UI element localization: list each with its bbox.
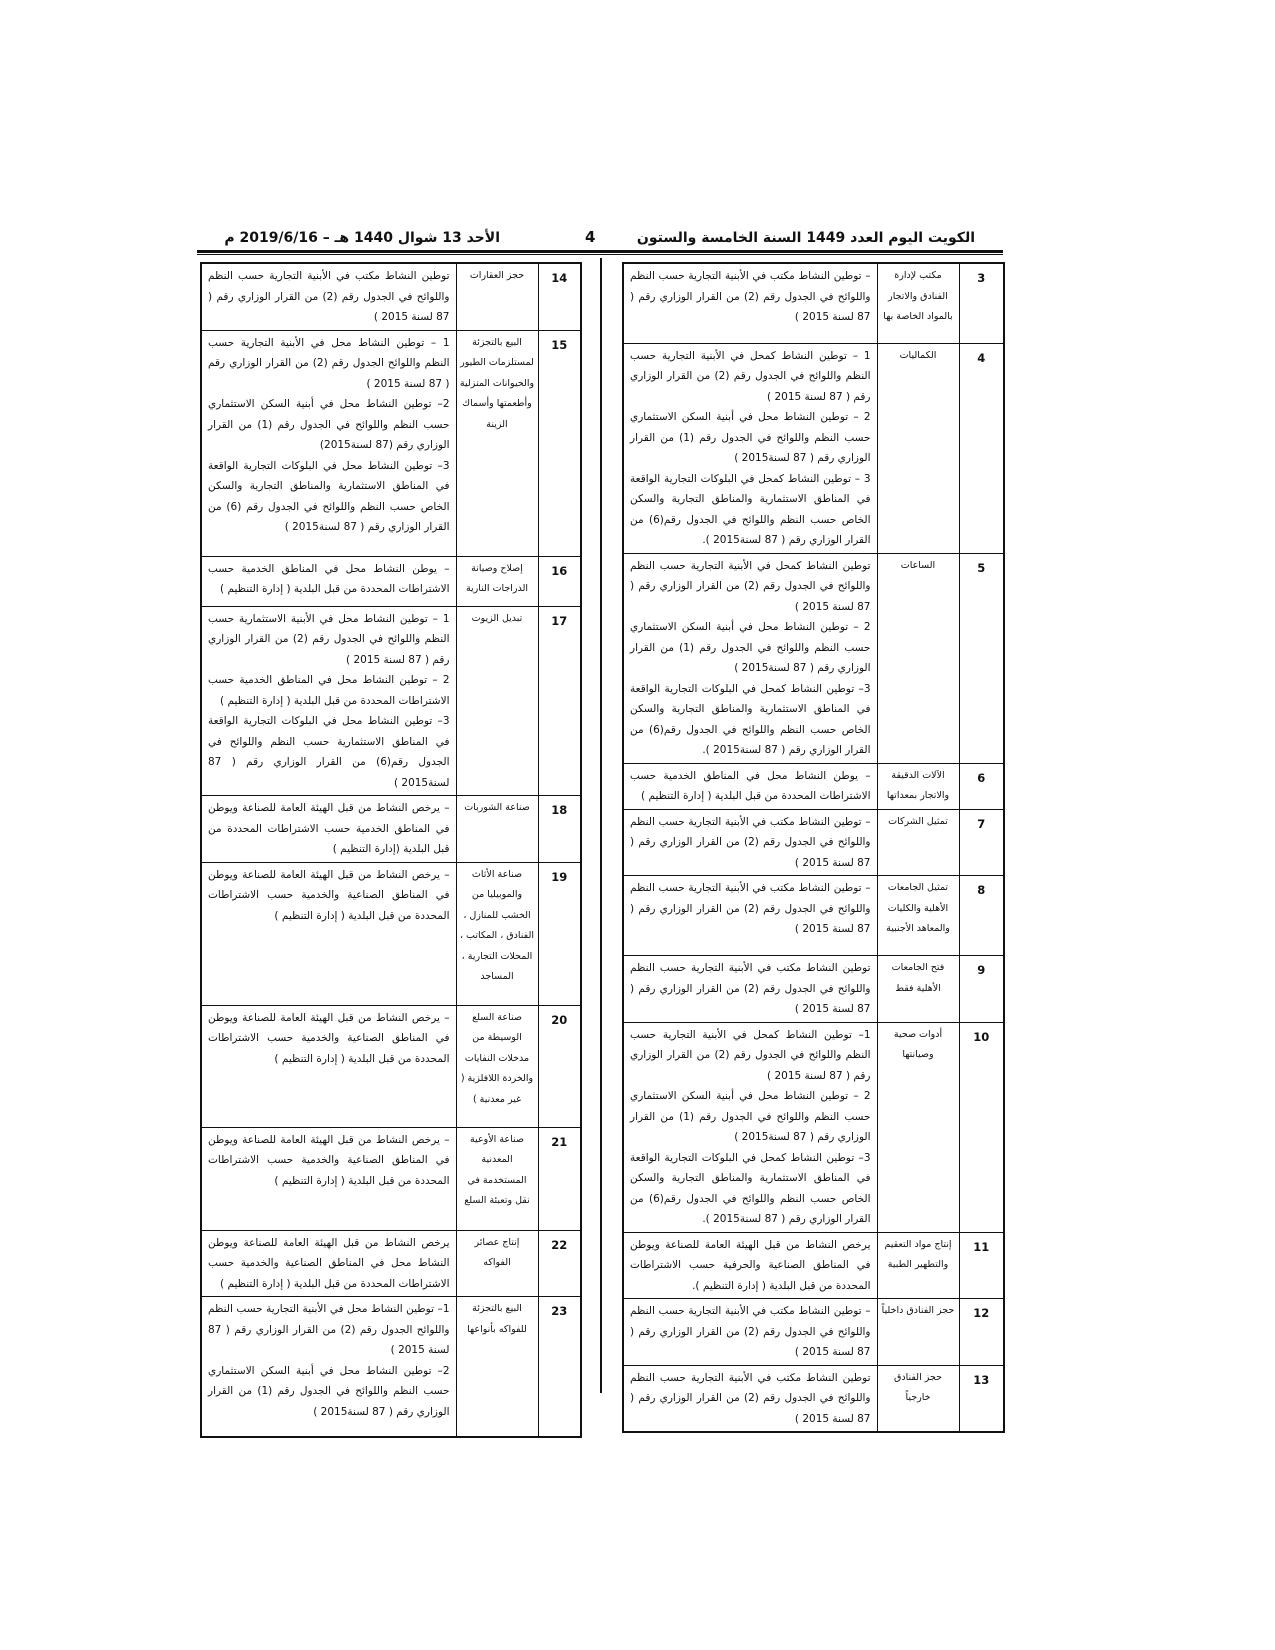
table-row <box>201 606 581 796</box>
activity-conditions <box>623 809 877 876</box>
table-row <box>623 876 1004 956</box>
table-row <box>623 1232 1004 1299</box>
activity-name: الآلات الدقيقة والاتجار بمعداتها <box>877 763 959 809</box>
condition-item: 2– توطين النشاط محل في أبنية السكن الاستثماري حسب النظم واللوائح في الجدول رقم (1) من القرار الوزاري رقم ( 87 لسنة2015 ) <box>208 1364 450 1418</box>
activity-name: تمثيل الجامعات الأهلية والكليات والمعاهد الأجنبية <box>877 876 959 956</box>
activity-name: تبديل الزيوت <box>456 606 538 796</box>
condition-item: – توطين النشاط مكتب في الأبنية التجارية حسب النظم واللوائح في الجدول رقم (2) من القرار الوزاري رقم ( 87 لسنة 2015 ) <box>630 1305 871 1358</box>
activity-name: البيع بالتجزئة للفواكه بأنواعها <box>456 1297 538 1437</box>
activity-conditions <box>623 1232 877 1299</box>
table-row <box>201 1230 581 1297</box>
row-number: 19 <box>538 862 581 1005</box>
publication-title: الكويت اليوم العدد 1449 السنة الخامسة والستون <box>636 230 975 246</box>
activity-name: فتح الجامعات الأهلية فقط <box>877 956 959 1023</box>
condition-item: – توطين النشاط مكتب في الأبنية التجارية حسب النظم واللوائح في الجدول رقم (2) من القرار الوزاري رقم ( 87 لسنة 2015 ) <box>630 815 871 869</box>
activity-name: صناعة الأوعية المعدنية المستخدمة في نقل وتعبئة السلع <box>456 1127 538 1230</box>
table-row <box>623 553 1004 763</box>
activity-name: الكماليات <box>877 343 959 553</box>
activity-conditions <box>623 553 877 763</box>
activity-conditions <box>623 876 877 956</box>
condition-item: توطين النشاط مكتب في الأبنية التجارية حسب النظم واللوائح في الجدول رقم (2) من القرار الوزاري رقم ( 87 لسنة 2015 ) <box>208 270 450 323</box>
row-number: 14 <box>538 263 581 330</box>
row-number: 8 <box>959 876 1004 956</box>
activity-conditions <box>201 1297 456 1437</box>
condition-item: 1 – توطين النشاط محل في الأبنية التجارية حسب النظم واللوائح الجدول رقم (2) من القرار الوزاري رقم ( 87 لسنة 2015 ) <box>208 336 450 390</box>
row-number: 23 <box>538 1297 581 1437</box>
activity-conditions <box>623 763 877 809</box>
activity-conditions <box>623 1022 877 1232</box>
activity-conditions <box>623 343 877 553</box>
condition-item: – توطين النشاط مكتب في الأبنية التجارية حسب النظم واللوائح في الجدول رقم (2) من القرار الوزاري رقم ( 87 لسنة 2015 ) <box>630 882 871 935</box>
condition-item: توطين النشاط مكتب في الأبنية التجارية حسب النظم واللوائح في الجدول رقم (2) من القرار الوزاري رقم ( 87 لسنة 2015 ) <box>630 962 871 1015</box>
activity-conditions <box>201 862 456 1005</box>
condition-item: 3 – توطين النشاط كمحل في البلوكات التجارية الواقعة في المناطق الاستثمارية والمناطق التجارية والسكن الخاص حسب النظم واللوائح في الجدول رقم(6) من القرار الوزاري رقم ( 87 لسنة2015 ). <box>630 472 871 546</box>
activity-name: مكتب لإدارة الفنادق والاتجار بالمواد الخاصة بها <box>877 263 959 343</box>
row-number: 16 <box>538 556 581 606</box>
condition-item: – توطين النشاط مكتب في الأبنية التجارية حسب النظم واللوائح في الجدول رقم (2) من القرار الوزاري رقم ( 87 لسنة 2015 ) <box>630 270 871 323</box>
row-number: 21 <box>538 1127 581 1230</box>
table-row <box>623 1022 1004 1232</box>
activity-conditions <box>623 956 877 1023</box>
activity-conditions <box>201 796 456 863</box>
page-number: 4 <box>585 228 596 246</box>
table-row <box>201 862 581 1005</box>
activity-name: حجز الفنادق خارجياً <box>877 1365 959 1432</box>
row-number: 11 <box>959 1232 1004 1299</box>
row-number: 6 <box>959 763 1004 809</box>
activity-name: صناعة الشوربات <box>456 796 538 863</box>
table-row <box>201 263 581 330</box>
row-number: 15 <box>538 330 581 556</box>
condition-item: 3– توطين النشاط محل في البلوكات التجارية الواقعة في المناطق الاستثمارية والمناطق التجارية والسكن الخاص حسب النظم واللوائح في الجدول رقم (6) من القرار الوزاري رقم ( 87 لسنة2015 ) <box>208 459 450 533</box>
row-number: 20 <box>538 1005 581 1127</box>
activities-table-left <box>200 262 582 1438</box>
activity-name: حجز العقارات <box>456 263 538 330</box>
activity-name: أدوات صحية وصيانتها <box>877 1022 959 1232</box>
condition-item: – يوطن النشاط محل في المناطق الخدمية حسب الاشتراطات المحددة من قبل البلدية ( إدارة التنظيم ) <box>630 769 871 802</box>
activity-conditions <box>201 1127 456 1230</box>
activity-conditions <box>201 330 456 556</box>
table-row <box>201 1005 581 1127</box>
row-number: 9 <box>959 956 1004 1023</box>
condition-item: 3– توطين النشاط كمحل في البلوكات التجارية الواقعة في المناطق الاستثمارية والمناطق التجارية والسكن الخاص حسب النظم واللوائح في الجدول رقم(6) من القرار الوزاري رقم ( 87 لسنة2015 ). <box>630 1151 871 1225</box>
condition-item: 1– توطين النشاط محل في الأبنية التجارية حسب النظم واللوائح الجدول رقم (2) من القرار الوزاري رقم ( 87 لسنة 2015 ) <box>208 1303 450 1356</box>
row-number: 18 <box>538 796 581 863</box>
table-row <box>201 1127 581 1230</box>
activity-conditions <box>201 1230 456 1297</box>
table-row <box>201 330 581 556</box>
activity-conditions <box>201 263 456 330</box>
condition-item: 2– توطين النشاط محل في أبنية السكن الاستثماري حسب النظم واللوائح في الجدول رقم (1) من القرار الوزاري رقم (87 لسنة2015) <box>208 398 450 451</box>
activity-conditions <box>201 1005 456 1127</box>
row-number: 10 <box>959 1022 1004 1232</box>
condition-item: – يرخص النشاط من قبل الهيئة العامة للصناعة ويوطن في المناطق الخدمية حسب الاشتراطات المحددة من قبل البلدية (إدارة التنظيم ) <box>208 802 450 855</box>
condition-item: 1 – توطين النشاط محل في الأبنية الاستثمارية حسب النظم واللوائح في الجدول رقم (2) من القرار الوزاري رقم ( 87 لسنة 2015 ) <box>208 612 450 666</box>
row-number: 7 <box>959 809 1004 876</box>
condition-item: 3– توطين النشاط محل في البلوكات التجارية الواقعة في المناطق الاستثمارية حسب النظم واللوائح في الجدول رقم(6) من القرار الوزاري رقم ( 87 لسنة2015 ) <box>208 715 450 789</box>
activity-name: حجز الفنادق داخلياً <box>877 1299 959 1366</box>
header-rule <box>197 250 1003 255</box>
table-row <box>623 956 1004 1023</box>
condition-item: يرخص النشاط من قبل الهيئة العامة للصناعة ويوطن في المناطق الصناعية والحرفية حسب الاشتراطات المحددة من قبل البلدية ( إدارة التنظيم ). <box>630 1238 871 1292</box>
condition-item: – يرخص النشاط من قبل الهيئة العامة للصناعة ويوطن في المناطق الصناعية والخدمية حسب الاشتراطات المحددة من قبل البلدية ( إدارة التنظيم ) <box>208 1011 450 1065</box>
table-row <box>201 1297 581 1437</box>
table-row <box>623 1299 1004 1366</box>
activity-conditions <box>623 1299 877 1366</box>
condition-item: – يرخص النشاط من قبل الهيئة العامة للصناعة ويوطن في المناطق الصناعية والخدمية حسب الاشتراطات المحددة من قبل البلدية ( إدارة التنظيم ) <box>208 1133 450 1187</box>
row-number: 17 <box>538 606 581 796</box>
condition-item: توطين النشاط كمحل في الأبنية التجارية حسب النظم واللوائح في الجدول رقم (2) من القرار الوزاري رقم ( 87 لسنة 2015 ) <box>630 559 871 613</box>
activity-conditions <box>623 263 877 343</box>
table-row <box>623 343 1004 553</box>
activity-name: صناعة السلع الوسيطة من مدخلات النفايات والخردة اللافلزية ( غير معدنية ) <box>456 1005 538 1127</box>
activity-conditions <box>201 556 456 606</box>
activity-name: إصلاح وصيانة الدراجات النارية <box>456 556 538 606</box>
activity-name: تمثيل الشركات <box>877 809 959 876</box>
condition-item: توطين النشاط مكتب في الأبنية التجارية حسب النظم واللوائح في الجدول رقم (2) من القرار الوزاري رقم ( 87 لسنة 2015 ) <box>630 1371 871 1425</box>
activity-conditions <box>201 606 456 796</box>
activity-name: صناعة الأثاث والموبيليا من الخشب للمنازل ، الفنادق ، المكاتب ، المحلات التجارية ، المساجد <box>456 862 538 1005</box>
table-row <box>623 1365 1004 1432</box>
table-row <box>623 809 1004 876</box>
row-number: 12 <box>959 1299 1004 1366</box>
condition-item: 2 – توطين النشاط محل في أبنية السكن الاستثماري حسب النظم واللوائح في الجدول رقم (1) من القرار الوزاري رقم ( 87 لسنة2015 ) <box>630 1090 871 1143</box>
row-number: 13 <box>959 1365 1004 1432</box>
row-number: 4 <box>959 343 1004 553</box>
activity-name: البيع بالتجزئة لمستلزمات الطيور والحيوانات المنزلية وأطعمتها وأسماك الزينة <box>456 330 538 556</box>
condition-item: 2 – توطين النشاط محل في أبنية السكن الاستثماري حسب النظم واللوائح في الجدول رقم (1) من القرار الوزاري رقم ( 87 لسنة2015 ) <box>630 411 871 464</box>
condition-item: – يرخص النشاط من قبل الهيئة العامة للصناعة ويوطن في المناطق الصناعية والخدمية حسب الاشتراطات المحددة من قبل البلدية ( إدارة التنظيم ) <box>208 868 450 922</box>
activities-table-right <box>622 262 1005 1433</box>
row-number: 3 <box>959 263 1004 343</box>
activity-name: إنتاج عصائر الفواكه <box>456 1230 538 1297</box>
table-row <box>623 763 1004 809</box>
condition-item: 1 – توطين النشاط كمحل في الأبنية التجارية حسب النظم واللوائح في الجدول رقم (2) من القرار الوزاري رقم ( 87 لسنة 2015 ) <box>630 349 871 403</box>
condition-item: 3– توطين النشاط كمحل في البلوكات التجارية الواقعة في المناطق الاستثمارية والمناطق التجارية والسكن الخاص حسب النظم واللوائح في الجدول رقم(6) من القرار الوزاري رقم ( 87 لسنة2015 ). <box>630 682 871 756</box>
table-row <box>201 556 581 606</box>
row-number: 5 <box>959 553 1004 763</box>
activity-name: إنتاج مواد التعقيم والتطهير الطبية <box>877 1232 959 1299</box>
activity-name: الساعات <box>877 553 959 763</box>
issue-date: الأحد 13 شوال 1440 هـ – 2019/6/16 م <box>224 230 500 246</box>
table-row <box>201 796 581 863</box>
column-divider <box>600 258 602 1393</box>
condition-item: – يوطن النشاط محل في المناطق الخدمية حسب الاشتراطات المحددة من قبل البلدية ( إدارة التنظيم ) <box>208 562 450 595</box>
condition-item: 2 – توطين النشاط محل في المناطق الخدمية حسب الاشتراطات المحددة من قبل البلدية ( إدارة التنظيم ) <box>208 674 450 707</box>
condition-item: يرخص النشاط من قبل الهيئة العامة للصناعة ويوطن النشاط محل في المناطق الصناعية والخدمية حسب الاشتراطات المحددة من قبل البلدية ( إدارة التنظيم ) <box>208 1236 450 1290</box>
condition-item: 2 – توطين النشاط محل في أبنية السكن الاستثماري حسب النظم واللوائح في الجدول رقم (1) من القرار الوزاري رقم ( 87 لسنة2015 ) <box>630 621 871 674</box>
condition-item: 1– توطين النشاط كمحل في الأبنية التجارية حسب النظم واللوائح في الجدول رقم (2) من القرار الوزاري رقم ( 87 لسنة 2015 ) <box>630 1028 871 1082</box>
row-number: 22 <box>538 1230 581 1297</box>
table-row <box>623 263 1004 343</box>
activity-conditions <box>623 1365 877 1432</box>
